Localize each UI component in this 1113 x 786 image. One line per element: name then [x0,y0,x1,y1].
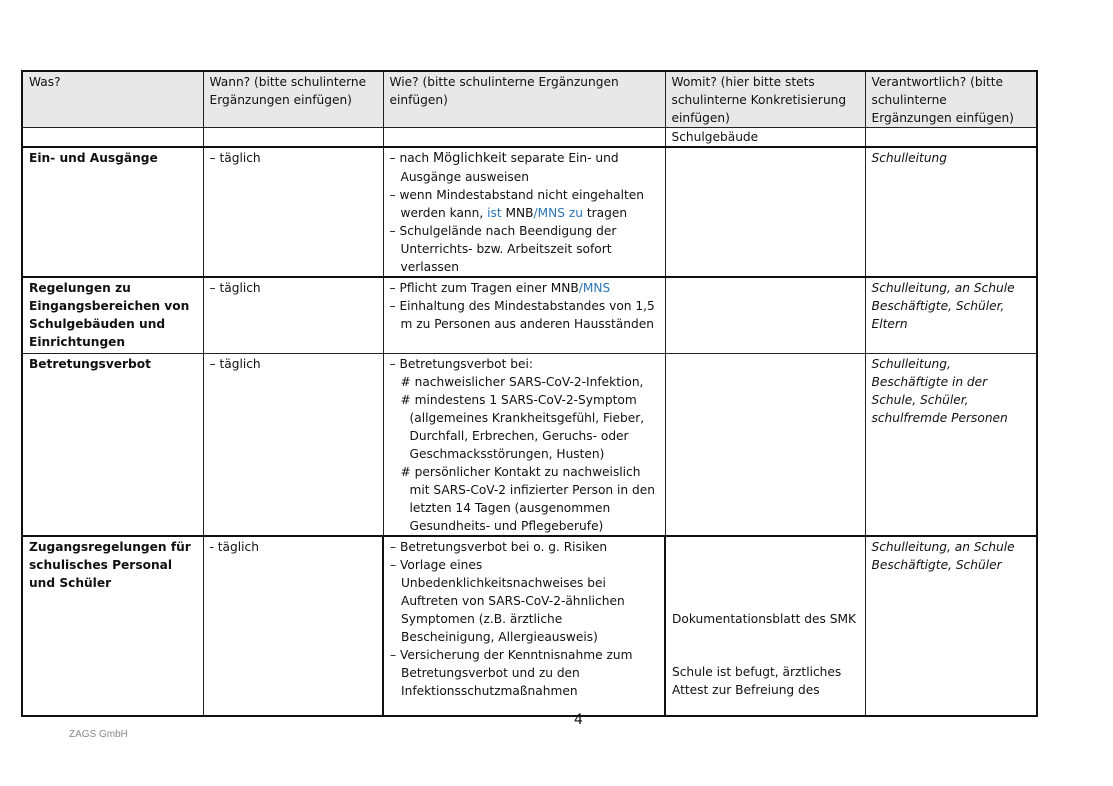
table-header-row [22,71,1037,128]
table-row [22,536,1037,716]
table-row [22,277,1037,353]
list-item: – Schulgelände nach Beendigung der Unterrichts- bzw. Arbeitszeit sofort verlassen [390,222,659,276]
cell-womit [665,536,865,716]
sub-list-item: # mindestens 1 SARS-CoV-2-Symptom (allgemeines Krankheitsgefühl, Fieber, Durchfall, Erbrechen, Geruchs- oder Geschmacksstörungen, Husten) [390,391,659,463]
section-row [22,128,1037,148]
list-item: – Pflicht zum Tragen einer MNB/MNS [390,279,659,297]
sub-list-item: # nachweislicher SARS-CoV-2-Infektion, [390,373,659,391]
list-item: – Betretungsverbot bei o. g. Risiken [390,538,658,556]
cell-verantwortlich: Schulleitung [865,147,1037,277]
cell-wann: – täglich [203,147,383,277]
cell-wie [383,147,665,277]
cell-womit [665,277,865,353]
womit-text: Schule ist befugt, ärztliches Attest zur Befreiung des [672,664,842,697]
cell-verantwortlich: Schulleitung, an Schule Beschäftigte, Schüler [865,536,1037,716]
cell-was: Zugangsregelungen für schulisches Personal und Schüler [22,536,203,716]
section-label: Schulgebäude [665,128,865,148]
list-item: – Versicherung der Kenntnisnahme zum Betretungsverbot und zu den Infektionsschutzmaßnahmen [390,646,658,700]
cell-wie [383,536,665,716]
footer-company: ZAGS GmbH [69,729,128,740]
list-item: – wenn Mindestabstand nicht eingehalten werden kann, ist MNB/MNS zu tragen [390,186,659,222]
header-wann: Wann? (bitte schulinterne Ergänzungen einfügen) [203,71,383,128]
table-row [22,147,1037,277]
cell-was: Ein- und Ausgänge [22,147,203,277]
cell-wie [383,353,665,536]
page-number: 4 [574,712,583,728]
table-row [22,353,1037,536]
cell-wann: – täglich [203,353,383,536]
cell-verantwortlich: Schulleitung, Beschäftigte in der Schule, Schüler, schulfremde Personen [865,353,1037,536]
cell-wann: – täglich [203,277,383,353]
cell-womit [665,353,865,536]
womit-text: Dokumentationsblatt des SMK [672,611,857,626]
header-verantwortlich: Verantwortlich? (bitte schulinterne Ergänzungen einfügen) [865,71,1037,128]
cell-was: Betretungsverbot [22,353,203,536]
list-item: – nach Möglichkeit separate Ein- und Ausgänge ausweisen [390,149,659,186]
cell-wie [383,277,665,353]
cell-was: Regelungen zu Eingangsbereichen von Schulgebäuden und Einrichtungen [22,277,203,353]
header-was: Was? [22,71,203,128]
cell-womit [665,147,865,277]
header-womit: Womit? (hier bitte stets schulinterne Konkretisierung einfügen) [665,71,865,128]
header-wie: Wie? (bitte schulinterne Ergänzungen einfügen) [383,71,665,128]
sub-list-item: # persönlicher Kontakt zu nachweislich mit SARS-CoV-2 infizierter Person in den letzten 14 Tagen (ausgenommen Gesundheits- und Pflegeberufe) [390,463,659,535]
list-item: – Betretungsverbot bei: [390,355,659,373]
list-item: – Vorlage eines Unbedenklichkeitsnachweises bei Auftreten von SARS-CoV-2-ähnlichen Symptomen (z.B. ärztliche Bescheinigung, Allergieausweis) [390,556,658,646]
cell-verantwortlich: Schulleitung, an Schule Beschäftigte, Schüler, Eltern [865,277,1037,353]
hygiene-plan-table [21,70,1038,717]
list-item: – Einhaltung des Mindestabstandes von 1,5 m zu Personen aus anderen Hausständen [390,297,659,333]
cell-wann: - täglich [203,536,383,716]
